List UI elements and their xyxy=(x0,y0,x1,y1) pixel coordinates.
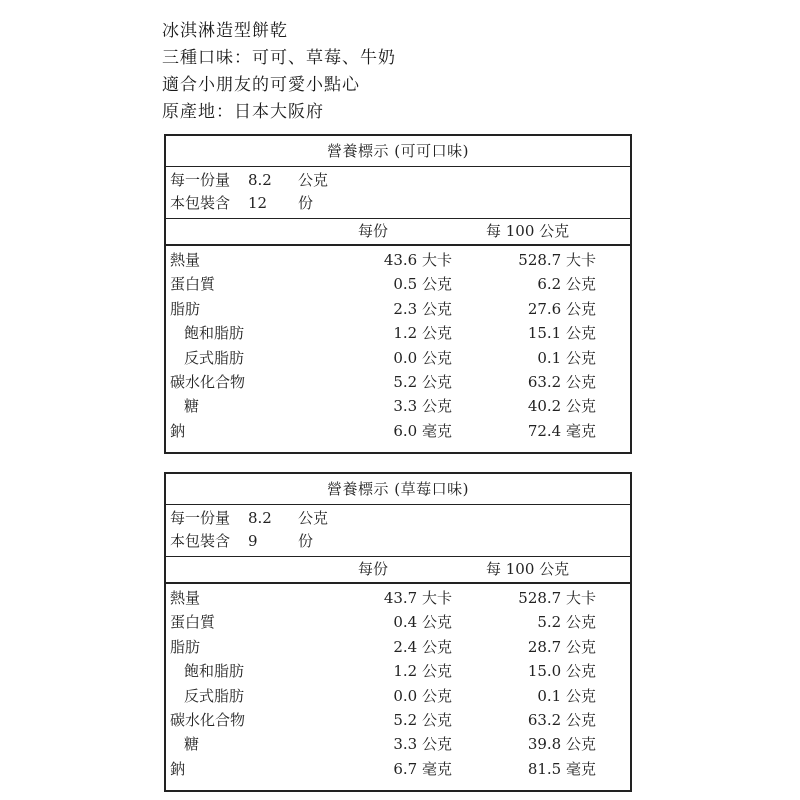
nutrient-per-100g: 72.4 毫克 xyxy=(527,421,596,440)
servings-value: 12 xyxy=(248,194,268,212)
servings-unit: 份 xyxy=(298,194,314,212)
serving-size-value: 8.2 xyxy=(248,171,272,189)
servings-label: 本包裝含 xyxy=(170,194,231,212)
nutrient-row-sodium xyxy=(166,757,630,781)
nutrient-row-trans-fat xyxy=(166,684,630,708)
nutrient-row-sodium xyxy=(166,419,630,443)
nutrient-row-energy xyxy=(166,248,630,272)
servings-label: 本包裝含 xyxy=(170,532,231,550)
flavors-line: 三種口味：可可、草莓、牛奶 xyxy=(162,48,396,68)
column-header-row xyxy=(166,557,630,584)
nutrient-name: 糖 xyxy=(184,397,200,416)
column-header-per-serving: 每份 xyxy=(358,222,389,240)
serving-size-label: 每一份量 xyxy=(170,171,231,189)
nutrient-per-100g: 39.8 公克 xyxy=(527,735,596,754)
column-header-per-100g: 每 100 公克 xyxy=(486,222,570,240)
nutrient-row-sugar xyxy=(166,394,630,418)
nutrient-name: 鈉 xyxy=(170,421,186,440)
nutrient-name: 飽和脂肪 xyxy=(184,662,245,681)
nutrient-row-fat xyxy=(166,297,630,321)
nutrient-per-100g: 63.2 公克 xyxy=(527,372,596,391)
audience-line: 適合小朋友的可愛小點心 xyxy=(162,75,360,95)
nutrient-name: 飽和脂肪 xyxy=(184,324,245,343)
serving-size-label: 每一份量 xyxy=(170,509,231,527)
serving-info xyxy=(166,167,630,219)
serving-info xyxy=(166,505,630,557)
nutrition-table-cocoa xyxy=(164,134,632,454)
product-description xyxy=(162,18,396,126)
column-header-per-100g: 每 100 公克 xyxy=(486,560,570,578)
nutrient-name: 熱量 xyxy=(170,251,201,269)
nutrient-row-protein xyxy=(166,610,630,634)
nutrient-per-100g: 15.0 公克 xyxy=(527,662,596,681)
nutrient-name: 鈉 xyxy=(170,759,186,778)
nutrient-name: 碳水化合物 xyxy=(170,710,246,729)
nutrient-per-serving: 6.7 毫克 xyxy=(393,759,452,778)
nutrient-name: 反式脂肪 xyxy=(184,686,245,705)
nutrient-per-100g: 6.2 公克 xyxy=(537,275,596,294)
origin-line: 原產地：日本大阪府 xyxy=(162,102,324,122)
column-header-per-serving: 每份 xyxy=(358,560,389,578)
nutrition-table-strawberry xyxy=(164,472,632,792)
nutrient-per-serving: 5.2 公克 xyxy=(393,372,452,391)
nutrient-per-serving: 0.0 公克 xyxy=(393,686,452,705)
serving-size-unit: 公克 xyxy=(298,509,329,527)
nutrient-per-serving: 0.0 公克 xyxy=(393,348,452,367)
nutrient-row-carbohydrate xyxy=(166,370,630,394)
nutrient-row-fat xyxy=(166,635,630,659)
nutrient-name: 碳水化合物 xyxy=(170,372,246,391)
nutrient-name: 糖 xyxy=(184,735,200,754)
nutrient-name: 蛋白質 xyxy=(170,613,216,632)
nutrient-per-100g: 81.5 毫克 xyxy=(527,759,596,778)
nutrient-rows xyxy=(166,584,630,781)
nutrient-row-carbohydrate xyxy=(166,708,630,732)
nutrient-per-serving: 43.6 大卡 xyxy=(383,251,452,269)
nutrient-per-100g: 0.1 公克 xyxy=(537,348,596,367)
nutrient-per-serving: 1.2 公克 xyxy=(393,662,452,681)
nutrient-per-100g: 528.7 大卡 xyxy=(518,589,596,607)
nutrient-row-energy xyxy=(166,586,630,610)
nutrient-row-protein xyxy=(166,272,630,296)
nutrient-per-serving: 3.3 公克 xyxy=(393,735,452,754)
nutrient-row-saturated-fat xyxy=(166,321,630,345)
servings-row xyxy=(166,530,630,553)
serving-size-unit: 公克 xyxy=(298,171,329,189)
nutrient-per-serving: 0.4 公克 xyxy=(393,613,452,632)
nutrient-rows xyxy=(166,246,630,443)
serving-size-row xyxy=(166,507,630,530)
nutrition-table-title: 營養標示 (草莓口味) xyxy=(166,474,630,505)
nutrient-per-100g: 528.7 大卡 xyxy=(518,251,596,269)
nutrient-per-serving: 5.2 公克 xyxy=(393,710,452,729)
serving-size-row xyxy=(166,169,630,192)
nutrient-row-saturated-fat xyxy=(166,659,630,683)
nutrient-per-100g: 0.1 公克 xyxy=(537,686,596,705)
nutrient-per-serving: 2.3 公克 xyxy=(393,299,452,318)
nutrient-per-serving: 6.0 毫克 xyxy=(393,421,452,440)
nutrient-per-100g: 28.7 公克 xyxy=(527,637,596,656)
nutrient-name: 脂肪 xyxy=(170,637,201,656)
nutrient-per-100g: 63.2 公克 xyxy=(527,710,596,729)
nutrient-per-serving: 0.5 公克 xyxy=(393,275,452,294)
nutrient-row-sugar xyxy=(166,732,630,756)
nutrient-name: 反式脂肪 xyxy=(184,348,245,367)
serving-size-value: 8.2 xyxy=(248,509,272,527)
nutrient-per-serving: 2.4 公克 xyxy=(393,637,452,656)
nutrient-name: 蛋白質 xyxy=(170,275,216,294)
nutrient-per-100g: 5.2 公克 xyxy=(537,613,596,632)
servings-row xyxy=(166,192,630,215)
nutrient-name: 脂肪 xyxy=(170,299,201,318)
servings-value: 9 xyxy=(248,532,258,550)
column-header-row xyxy=(166,219,630,246)
nutrient-per-serving: 43.7 大卡 xyxy=(383,589,452,607)
nutrient-name: 熱量 xyxy=(170,589,201,607)
nutrient-per-100g: 40.2 公克 xyxy=(527,397,596,416)
nutrient-row-trans-fat xyxy=(166,346,630,370)
servings-unit: 份 xyxy=(298,532,314,550)
nutrient-per-100g: 27.6 公克 xyxy=(527,299,596,318)
nutrient-per-serving: 3.3 公克 xyxy=(393,397,452,416)
nutrition-table-title: 營養標示 (可可口味) xyxy=(166,136,630,167)
nutrient-per-serving: 1.2 公克 xyxy=(393,324,452,343)
nutrient-per-100g: 15.1 公克 xyxy=(527,324,596,343)
product-name: 冰淇淋造型餅乾 xyxy=(162,21,288,41)
